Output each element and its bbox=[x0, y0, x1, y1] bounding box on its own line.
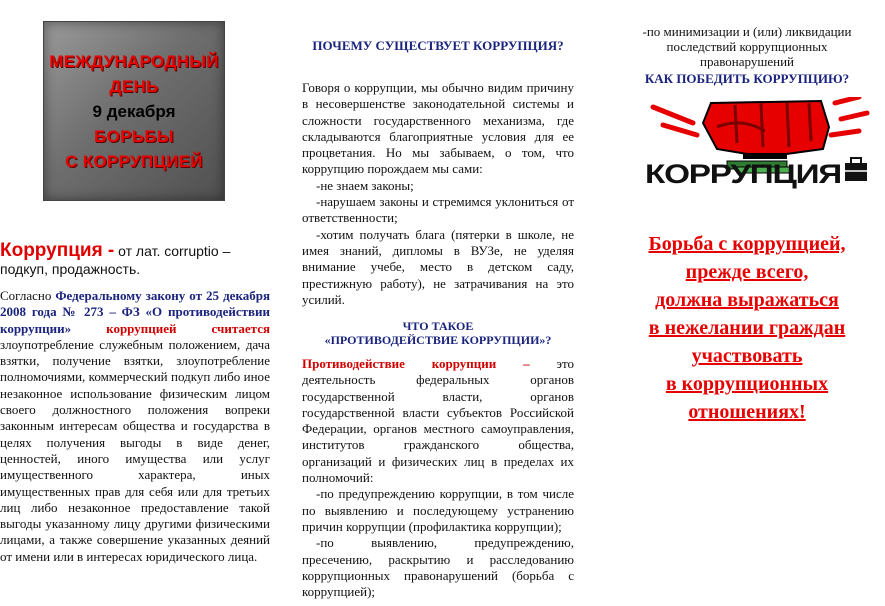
what-item-2: -по выявлению, предупреждению, пресечению, раскрытию и расследованию коррупционных правонарушений (борьба с коррупцией); bbox=[302, 535, 574, 600]
banner-line-3: 9 декабря bbox=[92, 101, 176, 121]
corruption-fist-logo bbox=[645, 97, 871, 189]
briefcase-icon bbox=[845, 158, 867, 181]
anti-corruption-slogan bbox=[618, 230, 876, 426]
banner-line-2: ДЕНЬ bbox=[109, 76, 159, 96]
minimization-text: -по минимизации и (или) ликвидации последствий коррупционных правонарушений bbox=[642, 24, 852, 69]
slogan-line-2: прежде всего, bbox=[685, 261, 809, 283]
banner-line-1: МЕЖДУНАРОДНЫЙ bbox=[49, 51, 219, 71]
why-paragraph bbox=[302, 80, 574, 308]
why-item-3: -хотим получать блага (пятерки в школе, не имея знаний, дипломы в ВУЗе, не уделяя внимание учебе, место в детском саду, престижную работу), не затрачивания на это усилий. bbox=[302, 226, 574, 307]
slogan-line-3: должна выражаться bbox=[655, 289, 839, 311]
definition-term: Коррупция - bbox=[0, 240, 115, 261]
red-fist-icon bbox=[703, 101, 829, 159]
law-reference: Федеральному закону от 25 декабря 2008 года № 273 – ФЗ «О противодействии коррупции» bbox=[0, 288, 270, 336]
slogan-line-1: Борьба с коррупцией, bbox=[648, 233, 846, 255]
slogan-line-6: в коррупционных bbox=[665, 373, 829, 395]
what-paragraph bbox=[302, 356, 574, 600]
logo-wordmark: КОРРУПЦИЯ bbox=[645, 159, 841, 189]
law-lead: коррупцией считается bbox=[106, 320, 270, 336]
what-text: это деятельность федеральных органов государственной власти, органов государственной власти субъектов Российской Федерации, органов местного самоуправления, институтов гражданского общества, организаций и физических лиц в пределах их полномочий: bbox=[302, 356, 575, 486]
banner-line-5: С КОРРУПЦИЕЙ bbox=[65, 151, 203, 171]
law-body: злоупотребление служебным положением, дача взятки, получение взятки, злоупотребление полномочиями, коммерческий подкуп либо иное незаконное использование физическим лицом своего должностного положения вопреки законным интересам общества и государства в целях получения выгоды в виде денег, ценностей, иного имущества или услуг имущественного характера, иных имущественных прав для себя или для третьих лиц либо незаконное предоставление такой выгоды указанному лицу другими физическими лицами, а также совершение указанных деяний от имени или в интересах юридического лица. bbox=[0, 336, 270, 564]
what-title bbox=[302, 319, 574, 347]
why-text: Говоря о коррупции, мы обычно видим причину в несовершенстве законодательной системы и сложности государственного механизма, где складываются благоприятные условия для ее процветания. Но мы забываем, о том, что коррупцию порождаем мы сами: bbox=[302, 80, 574, 177]
what-lead: Противодействие коррупции – bbox=[302, 356, 530, 371]
definition-etymology: от лат. corruptio – подкуп, продажность. bbox=[0, 243, 231, 277]
slogan-line-7: отношениях! bbox=[688, 401, 806, 423]
what-title-line-1: ЧТО ТАКОЕ bbox=[402, 319, 474, 333]
law-paragraph bbox=[0, 288, 270, 565]
why-item-1: -не знаем законы; bbox=[316, 177, 414, 193]
why-title: ПОЧЕМУ СУЩЕСТВУЕТ КОРРУПЦИЯ? bbox=[312, 38, 564, 53]
why-item-2: -нарушаем законы и стремимся уклониться от ответственности; bbox=[302, 194, 574, 226]
definition-heading bbox=[0, 242, 270, 278]
slogan-line-5: участвовать bbox=[691, 345, 803, 367]
how-title: КАК ПОБЕДИТЬ КОРРУПЦИЮ? bbox=[644, 71, 850, 86]
what-item-1: -по предупреждению коррупции, в том числе по выявлению и последующему устранению причин коррупции (профилактика коррупции); bbox=[302, 486, 574, 534]
slogan-line-4: в нежелании граждан bbox=[648, 317, 846, 339]
event-banner bbox=[43, 21, 225, 201]
what-title-line-2: «ПРОТИВОДЕЙСТВИЕ КОРРУПЦИИ»? bbox=[324, 333, 552, 347]
law-intro: Согласно bbox=[0, 288, 56, 303]
banner-line-4: БОРЬБЫ bbox=[94, 126, 174, 146]
